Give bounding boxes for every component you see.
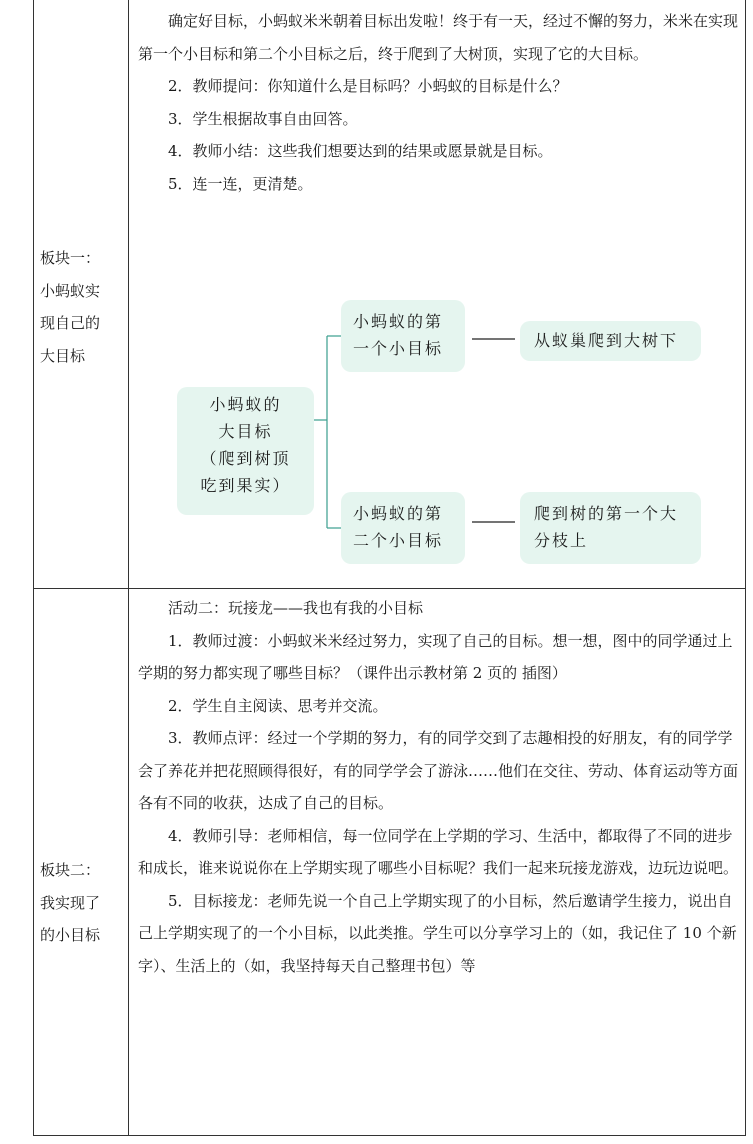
block1-paragraph: 5．连一连，更清楚。	[168, 174, 313, 193]
subgoal-2-box	[341, 492, 465, 564]
block1-paragraph: 2．教师提问：你知道什么是目标吗？小蚂蚁的目标是什么？	[168, 77, 568, 95]
subgoal-2-line: 小蚂蚁的第	[353, 504, 444, 523]
main-goal-line: 吃到果实）	[200, 476, 291, 495]
block1-label-line: 板块一：	[40, 249, 101, 267]
subgoal-2-detail-line: 爬到树的第一个大	[534, 504, 679, 523]
block1-label-line: 小蚂蚁实	[40, 281, 101, 300]
block1-label-line: 现自己的	[40, 314, 101, 332]
main-goal-line: （爬到树顶	[200, 449, 291, 468]
subgoal-1-line: 小蚂蚁的第	[353, 312, 444, 331]
subgoal-2-detail-box	[520, 492, 701, 564]
block2-label-line: 的小目标	[40, 926, 101, 944]
block1-paragraph: 4．教师小结：这些我们想要达到的结果或愿景就是目标。	[168, 142, 553, 160]
block2-paragraph: 1．教师过渡：小蚂蚁米米经过努力，实现了自己的目标。想一想，图中的同学通过上学期的努力都实现了哪些目标？（课件出示教材第 2 页的 插图）	[138, 631, 733, 682]
block2-paragraph: 活动二：玩接龙——我也有我的小目标	[168, 599, 424, 617]
block2-content	[138, 592, 738, 982]
block2-paragraph: 4．教师引导：老师相信，每一位同学在上学期的学习、生活中，都取得了不同的进步和成长，谁来说说你在上学期实现了哪些小目标呢？我们一起来玩接龙游戏，边玩边说吧。	[138, 826, 739, 877]
block2-paragraph: 5．目标接龙：老师先说一个自己上学期实现了的小目标，然后邀请学生接力，说出自己上学期实现了的一个小目标，以此类推。学生可以分享学习上的（如，我记住了 10 个新字）、生活上的（如，我坚持每天自己整理书包）等	[138, 891, 737, 975]
main-goal-box	[177, 387, 314, 515]
subgoal-1-line: 一个小目标	[353, 339, 444, 358]
block1-paragraph: 3．学生根据故事自由回答。	[168, 109, 358, 128]
subgoal-1-detail-line: 从蚁巢爬到大树下	[534, 331, 679, 350]
main-goal-line: 小蚂蚁的	[209, 395, 282, 414]
block1-label-line: 大目标	[40, 346, 86, 365]
block2-label-line: 我实现了	[40, 893, 101, 912]
subgoal-2-line: 二个小目标	[353, 531, 444, 550]
main-goal-line: 大目标	[218, 422, 273, 441]
subgoal-1-box	[341, 300, 465, 372]
subgoal-2-detail-line: 分枝上	[534, 531, 589, 550]
block2-label-line: 板块二：	[40, 861, 101, 879]
block2-paragraph: 3．教师点评：经过一个学期的努力，有的同学交到了志趣相投的好朋友，有的同学学会了养花并把花照顾得很好，有的同学学会了游泳……他们在交往、劳动、体育运动等方面各有不同的收获，达成了自己的目标。	[138, 729, 739, 812]
block2-label	[40, 854, 124, 952]
subgoal-1-detail-box	[520, 321, 701, 361]
block2-paragraph: 2．学生自主阅读、思考并交流。	[168, 696, 388, 715]
block1-paragraph: 确定好目标，小蚂蚁米米朝着目标出发啦！终于有一天，经过不懈的努力，米米在实现第一个小目标和第二个小目标之后，终于爬到了大树顶，实现了它的大目标。	[138, 12, 739, 63]
